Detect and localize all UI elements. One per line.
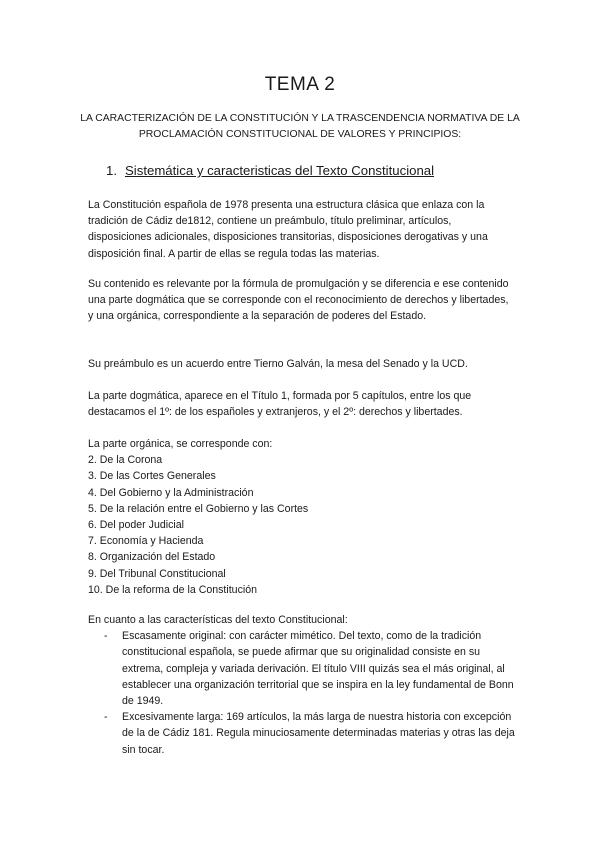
- list-item: 4. Del Gobierno y la Administración: [88, 486, 254, 499]
- characteristics-list: [88, 628, 516, 758]
- list-item: [88, 628, 516, 709]
- list-item: 2. De la Corona: [88, 454, 163, 467]
- paragraph: La parte dogmática, aparece en el Título 1, formada por 5 capítulos, entre los que destacamos el 1º: de los españoles y extranjeros, y el 2º: derechos y libertades.: [88, 390, 472, 419]
- organic-intro: La parte orgánica, se corresponde con:: [88, 438, 273, 450]
- list-item: 7. Economía y Hacienda: [88, 535, 204, 548]
- list-item: 3. De las Cortes Generales: [88, 470, 216, 483]
- bullet-dash: -: [104, 630, 108, 643]
- list-item: 5. De la relación entre el Gobierno y las Cortes: [88, 502, 309, 515]
- list-item: 6. Del poder Judicial: [88, 519, 184, 532]
- list-item-text: Excesivamente larga: 169 artículos, la más larga de nuestra historia con excepción de la de Cádiz 181. Regula minuciosamente determinadas materias y otras las deja sin tocar.: [122, 711, 515, 756]
- paragraph: Su contenido es relevante por la fórmula de promulgación y se diferencia e ese contenido una parte dogmática que se corresponde con el reconocimiento de derechos y libertades, y una orgánica, correspondiente a la separación de poderes del Estado.: [88, 278, 509, 323]
- paragraph-preamble: [88, 356, 516, 372]
- paragraph-structure: [88, 197, 516, 262]
- list-item: 9. Del Tribunal Constitucional: [88, 567, 226, 580]
- paragraph-dogmatic: [88, 388, 516, 420]
- list-item: [88, 709, 516, 758]
- page-title: TEMA 2: [264, 74, 336, 95]
- paragraph-content: [88, 276, 516, 325]
- characteristics-section: [88, 612, 516, 758]
- paragraph: La Constitución española de 1978 presenta una estructura clásica que enlaza con la tradición de Cádiz de1812, contiene un preámbulo, título preliminar, artículos, disposiciones adicionales, disposiciones transitorias, disposiciones derogativas y una disposición final. A partir de ellas se regula todas las materias.: [88, 199, 488, 260]
- list-item: 10. De la reforma de la Constitución: [88, 583, 257, 596]
- list-item-text: Escasamente original: con carácter mimético. Del texto, como de la tradición constitucional española, se puede afirmar que su originalidad consiste en su extrema, compleja y variada derivación. El título VIII quizás sea el más original, al establecer una organización territorial que se inspira en la ley fundamental de Bonn de 1949.: [122, 630, 514, 708]
- section-heading-text: Sistemática y caracteristicas del Texto Constitucional: [125, 163, 435, 178]
- list-item: 8. Organización del Estado: [88, 551, 216, 564]
- page-subtitle: LA CARACTERIZACIÓN DE LA CONSTITUCIÓN Y LA TRASCENDENCIA NORMATIVA DE LA PROCLAMACIÓN CONSTITUCIONAL DE VALORES Y PRINCIPIOS:: [80, 113, 520, 140]
- section-number: 1.: [106, 163, 117, 178]
- characteristics-intro: En cuanto a las características del texto Constitucional:: [88, 614, 348, 626]
- section-heading: [106, 163, 546, 178]
- organic-section: [88, 436, 516, 598]
- organic-list: [88, 452, 516, 598]
- paragraph: Su preámbulo es un acuerdo entre Tierno Galván, la mesa del Senado y la UCD.: [88, 358, 468, 370]
- bullet-dash: -: [104, 711, 108, 724]
